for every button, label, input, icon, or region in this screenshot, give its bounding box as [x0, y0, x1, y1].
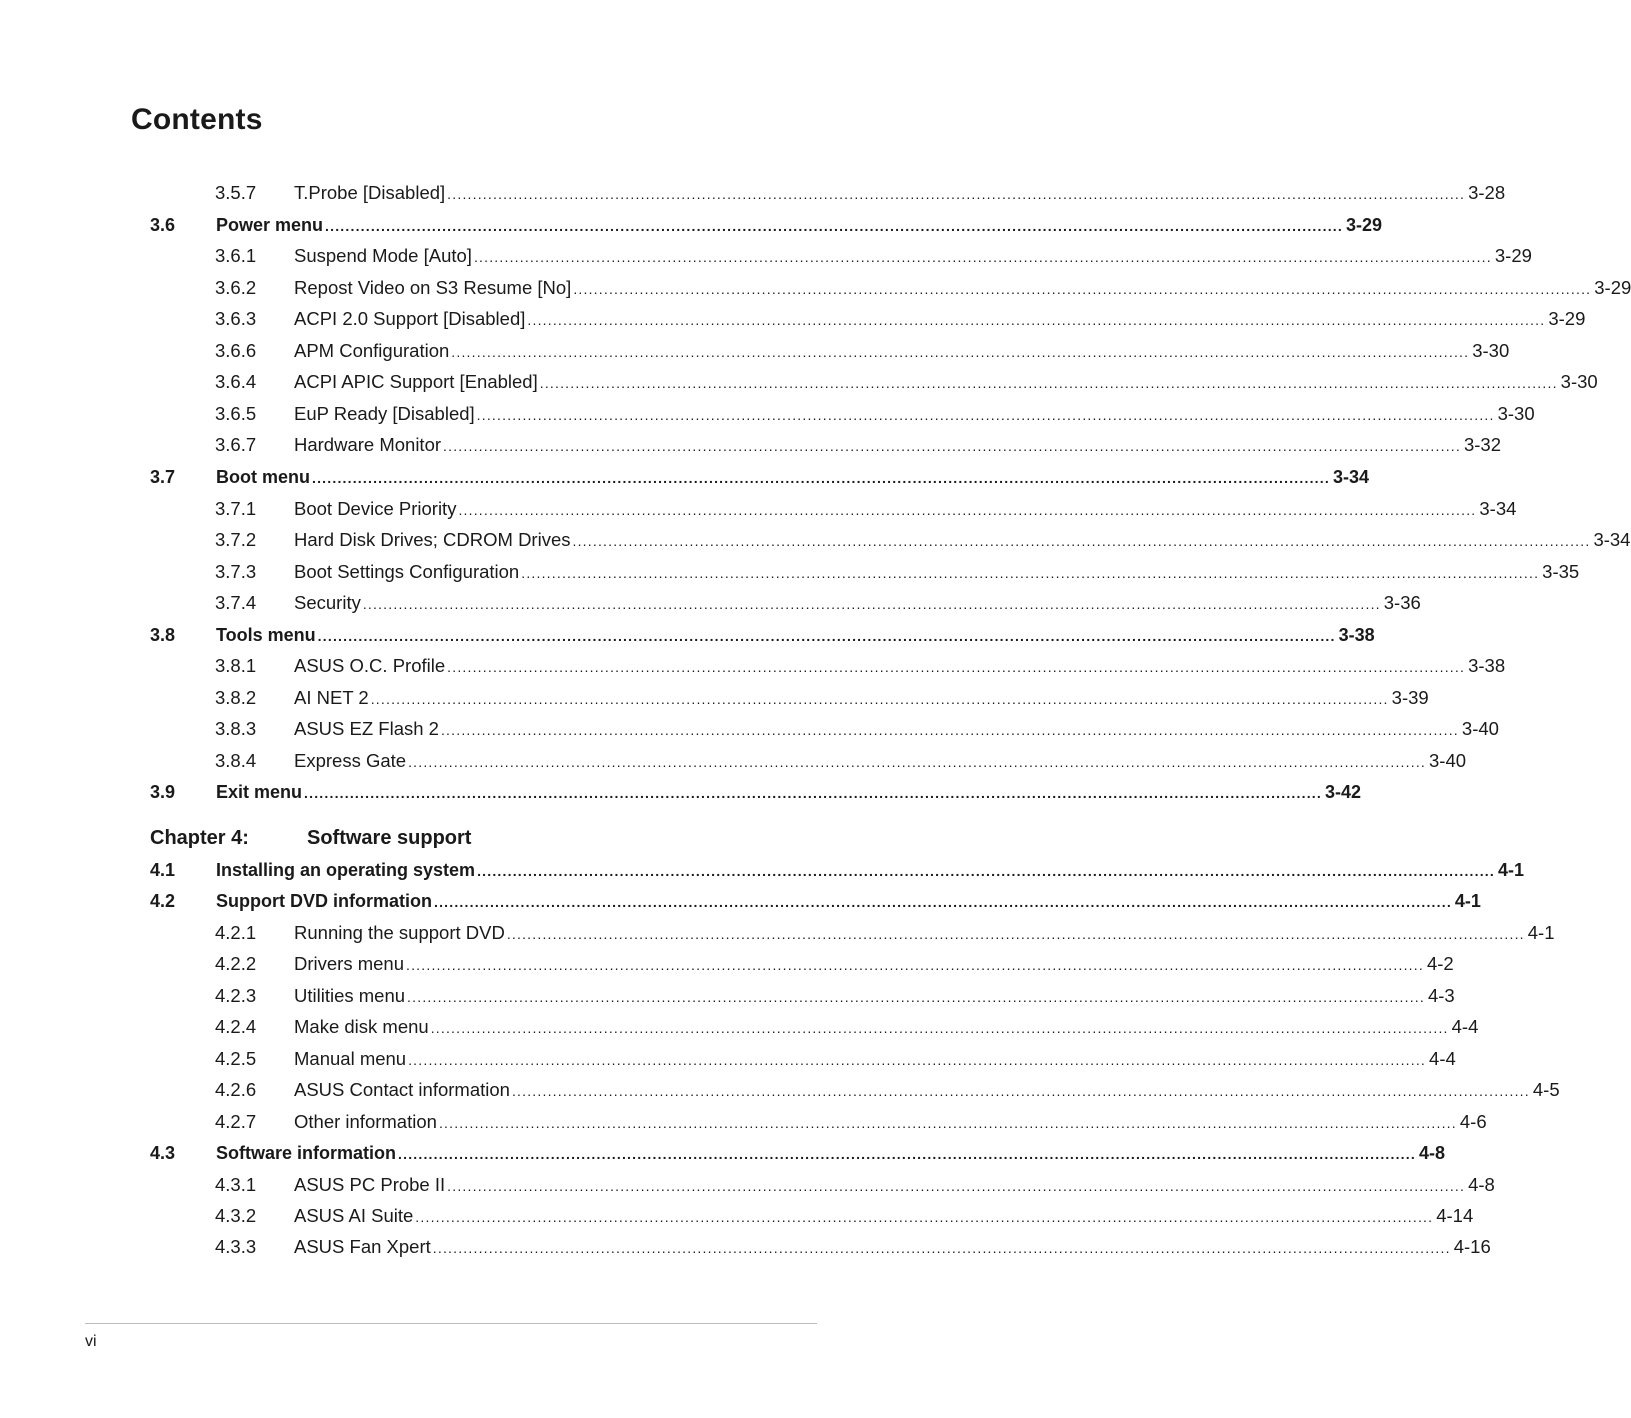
dot-leader: ........................................................................................................................................................................................................ — [573, 280, 1592, 297]
toc-entry[interactable] — [150, 1110, 1487, 1134]
toc-entry-line — [294, 1047, 1456, 1072]
dot-leader: ........................................................................................................................................................................................................ — [415, 1208, 1434, 1225]
toc-entry-page: 4-1 — [1527, 921, 1555, 943]
toc-entry-line — [294, 654, 1506, 679]
toc-entry[interactable] — [150, 497, 1517, 521]
toc-entry[interactable] — [150, 370, 1598, 394]
toc-entry[interactable] — [150, 921, 1555, 945]
toc-entry[interactable] — [150, 402, 1535, 426]
toc-entry-number: 3.9 — [150, 782, 176, 803]
toc-entry-page: 4-2 — [1426, 953, 1454, 975]
toc-entry-title: ASUS AI Suite — [294, 1204, 414, 1226]
dot-leader: ........................................................................................................................................................................................................ — [398, 1146, 1416, 1163]
toc-entry-page: 4-3 — [1427, 984, 1455, 1006]
toc-entry-number: 3.8.2 — [215, 686, 257, 708]
dot-leader: ........................................................................................................................................................................................................ — [473, 249, 1492, 266]
toc-entry-page: 4-4 — [1451, 1016, 1479, 1038]
toc-entry[interactable] — [150, 623, 1375, 647]
toc-entry[interactable] — [150, 181, 1506, 205]
toc-entry-number: 4.2.7 — [215, 1110, 257, 1132]
toc-entry-number: 4.2.6 — [215, 1079, 257, 1101]
toc-entry-page: 4-6 — [1459, 1110, 1487, 1132]
toc-entry-title: Software information — [216, 1143, 397, 1164]
toc-entry-title: Drivers menu — [294, 953, 404, 975]
toc-entry[interactable] — [150, 717, 1499, 741]
toc-entry[interactable] — [150, 858, 1525, 882]
toc-entry[interactable] — [150, 528, 1631, 552]
toc-entry-page: 3-35 — [1542, 560, 1580, 582]
dot-leader: ........................................................................................................................................................................................................ — [440, 722, 1459, 739]
dot-leader: ........................................................................................................................................................................................................ — [458, 501, 1477, 518]
toc-entry-title: ACPI 2.0 Support [Disabled] — [294, 308, 526, 330]
toc-entry-number: 4.2 — [150, 891, 176, 912]
toc-entry[interactable] — [150, 749, 1467, 773]
toc-entry[interactable] — [150, 889, 1481, 913]
toc-entry-line — [294, 1078, 1560, 1103]
dot-leader: ........................................................................................................................................................................................................ — [325, 217, 1343, 234]
dot-leader: ........................................................................................................................................................................................................ — [451, 343, 1470, 360]
dot-leader: ........................................................................................................................................................................................................ — [406, 957, 1424, 974]
toc-entry[interactable] — [150, 984, 1455, 1008]
toc-entry[interactable] — [150, 339, 1510, 363]
toc-entry-title: Power menu — [216, 214, 324, 235]
toc-entry-title: Installing an operating system — [216, 860, 476, 880]
toc-entry-title: Hardware Monitor — [294, 434, 442, 456]
dot-leader: ........................................................................................................................................................................................................ — [506, 925, 1525, 942]
toc-entry-number: 4.3 — [150, 1143, 176, 1164]
toc-entry-page: 4-8 — [1468, 1173, 1495, 1195]
toc-entry-title: ASUS O.C. Profile — [294, 655, 446, 677]
toc-entry[interactable] — [150, 1015, 1479, 1039]
toc-entry-line — [294, 181, 1506, 206]
page-number: vi — [85, 1333, 97, 1350]
toc-entry-line — [216, 780, 1361, 805]
toc-entry[interactable] — [150, 1141, 1445, 1165]
toc-entry-page: 3-29 — [1494, 245, 1532, 267]
toc-entry-page: 4-16 — [1453, 1236, 1491, 1258]
toc-entry-title: Hard Disk Drives; CDROM Drives — [294, 529, 571, 551]
toc-entry-number: 4.2.3 — [215, 984, 257, 1006]
dot-leader: ........................................................................................................................................................................................................ — [370, 690, 1389, 707]
toc-entry-page: 3-29 — [1345, 214, 1382, 235]
toc-entry-page: 3-30 — [1472, 339, 1510, 361]
toc-entry-title: Repost Video on S3 Resume [No] — [294, 276, 572, 298]
toc-entry-line — [294, 1235, 1491, 1260]
toc-entry-title: T.Probe [Disabled] — [294, 182, 446, 203]
toc-entry-line — [294, 497, 1517, 522]
toc-entry-number: 3.8.4 — [215, 749, 257, 771]
toc-entry-line — [294, 984, 1455, 1009]
toc-entry-title: Manual menu — [294, 1047, 407, 1069]
toc-entry-line — [216, 858, 1525, 883]
dot-leader: ........................................................................................................................................................................................................ — [447, 659, 1466, 676]
dot-leader: ........................................................................................................................................................................................................ — [432, 1240, 1451, 1257]
toc-entry-number: 3.5.7 — [215, 182, 257, 203]
toc-entry-page: 3-38 — [1468, 655, 1506, 677]
toc-entry[interactable] — [150, 244, 1532, 268]
toc-entry[interactable] — [150, 780, 1361, 804]
toc-entry-line — [216, 889, 1481, 914]
toc-entry-line — [294, 276, 1631, 301]
toc-entry-title: Running the support DVD — [294, 921, 505, 943]
toc-entry-title: Boot Device Priority — [294, 497, 457, 519]
dot-leader: ........................................................................................................................................................................................................ — [476, 406, 1495, 423]
toc-entry-number: 3.7.3 — [215, 560, 257, 582]
toc-entry-line — [216, 465, 1369, 490]
page-title: Contents — [131, 103, 263, 136]
toc-entry-title: EuP Ready [Disabled] — [294, 402, 475, 424]
toc-entry-title: Make disk menu — [294, 1016, 429, 1038]
toc-entry-page: 3-39 — [1391, 686, 1429, 708]
dot-leader: ........................................................................................................................................................................................................ — [447, 186, 1466, 202]
toc-entry-number: 3.6 — [150, 214, 176, 235]
toc-entry-title: Tools menu — [216, 624, 316, 645]
toc-entry-line — [294, 1204, 1474, 1229]
dot-leader: ........................................................................................................................................................................................................ — [521, 564, 1540, 581]
toc-entry-number: 4.3.3 — [215, 1236, 257, 1258]
toc-entry-line — [216, 623, 1375, 648]
dot-leader: ........................................................................................................................................................................................................ — [312, 469, 1330, 486]
toc-entry-title: ACPI APIC Support [Enabled] — [294, 371, 538, 393]
toc-entry-title: Support DVD information — [216, 891, 432, 912]
toc-entry-title: Express Gate — [294, 749, 407, 771]
toc-entry-number: 3.6.2 — [215, 276, 257, 298]
toc-entry-page: 3-34 — [1593, 529, 1631, 551]
toc-entry[interactable] — [150, 560, 1580, 584]
dot-leader: ........................................................................................................................................................................................................ — [477, 863, 1495, 879]
toc-entry[interactable] — [150, 591, 1421, 615]
dot-leader: ........................................................................................................................................................................................................ — [572, 533, 1591, 550]
toc-entry[interactable] — [150, 276, 1631, 300]
dot-leader: ........................................................................................................................................................................................................ — [539, 375, 1558, 392]
toc-entry-page: 3-38 — [1338, 624, 1375, 645]
footer-divider — [85, 1323, 817, 1324]
toc-entry-title: AI NET 2 — [294, 686, 369, 708]
chapter-title: Software support — [307, 827, 472, 849]
dot-leader: ........................................................................................................................................................................................................ — [430, 1020, 1449, 1037]
toc-entry-title: ASUS Contact information — [294, 1079, 510, 1101]
toc-entry-title: Boot Settings Configuration — [294, 560, 520, 582]
toc-entry-title: Utilities menu — [294, 984, 406, 1006]
toc-entry-number: 3.8.1 — [215, 655, 257, 677]
toc-entry[interactable] — [150, 307, 1586, 331]
dot-leader: ........................................................................................................................................................................................................ — [304, 785, 1322, 802]
dot-leader: ........................................................................................................................................................................................................ — [527, 312, 1546, 329]
toc-entry-page: 3-42 — [1324, 782, 1361, 803]
toc-entry-page: 4-14 — [1436, 1204, 1474, 1226]
toc-entry-page: 4-1 — [1454, 891, 1481, 912]
toc-entry-number: 3.6.6 — [215, 339, 257, 361]
toc-entry-line — [294, 307, 1586, 332]
toc-entry-number: 3.8 — [150, 624, 176, 645]
toc-entry-page: 4-5 — [1532, 1079, 1560, 1101]
toc-entry[interactable] — [150, 654, 1506, 678]
toc-entry-line — [294, 560, 1580, 585]
toc-entry-page: 3-28 — [1468, 182, 1506, 203]
toc-entry[interactable] — [150, 952, 1454, 976]
toc-entry[interactable] — [150, 465, 1369, 489]
toc-entry-line — [294, 1173, 1495, 1198]
chapter-label: Chapter 4: — [150, 827, 249, 849]
toc-entry-line — [294, 591, 1421, 616]
toc-entry[interactable] — [150, 1173, 1495, 1197]
dot-leader: ........................................................................................................................................................................................................ — [433, 894, 1452, 911]
dot-leader: ........................................................................................................................................................................................................ — [511, 1083, 1530, 1100]
toc-entry-number: 3.6.4 — [215, 371, 257, 393]
toc-entry-title: Security — [294, 592, 361, 614]
toc-entry-page: 4-4 — [1429, 1047, 1456, 1069]
toc-entry-title: Suspend Mode [Auto] — [294, 245, 472, 267]
toc-entry-title: APM Configuration — [294, 339, 450, 361]
dot-leader: ........................................................................................................................................................................................................ — [408, 753, 1427, 770]
toc-entry-title: Exit menu — [216, 782, 303, 803]
toc-entry[interactable] — [150, 1078, 1560, 1102]
toc-entry-page: 4-8 — [1418, 1143, 1445, 1164]
toc-entry-number: 4.3.1 — [215, 1173, 257, 1195]
toc-entry-number: 4.2.5 — [215, 1047, 257, 1069]
toc-entry-line — [294, 402, 1535, 427]
toc-entry-number: 4.3.2 — [215, 1204, 257, 1226]
toc-entry-title: Other information — [294, 1110, 437, 1132]
toc-entry-number: 4.2.1 — [215, 921, 257, 943]
toc-entry-number: 3.7 — [150, 466, 176, 487]
dot-leader: ........................................................................................................................................................................................................ — [443, 438, 1461, 455]
toc-entry-page: 3-36 — [1383, 592, 1421, 614]
toc-entry-line — [294, 433, 1501, 458]
toc-entry-page: 3-34 — [1479, 497, 1517, 519]
toc-entry-number: 3.7.4 — [215, 592, 257, 614]
toc-entry-number: 4.2.2 — [215, 953, 257, 975]
dot-leader: ........................................................................................................................................................................................................ — [447, 1177, 1466, 1194]
toc-entry-line — [216, 1141, 1445, 1166]
toc-entry-line — [216, 213, 1382, 238]
dot-leader: ........................................................................................................................................................................................................ — [408, 1051, 1427, 1068]
toc-entry-number: 3.7.1 — [215, 497, 257, 519]
toc-entry-page: 3-40 — [1429, 749, 1467, 771]
dot-leader: ........................................................................................................................................................................................................ — [317, 627, 1336, 644]
toc-entry-page: 3-40 — [1461, 718, 1499, 740]
dot-leader: ........................................................................................................................................................................................................ — [438, 1114, 1457, 1131]
toc-entry[interactable] — [150, 686, 1429, 710]
toc-entry-number: 4.1 — [150, 860, 176, 880]
toc-entry-line — [294, 370, 1598, 395]
toc-entry[interactable] — [150, 213, 1382, 237]
toc-entry-page: 3-30 — [1497, 402, 1535, 424]
toc-entry[interactable] — [150, 1235, 1491, 1259]
toc-entry-line — [294, 244, 1532, 269]
toc-entry-line — [294, 528, 1631, 553]
toc-entry-number: 3.6.1 — [215, 245, 257, 267]
dot-leader: ........................................................................................................................................................................................................ — [407, 988, 1425, 1005]
toc-entry-page: 3-29 — [1548, 308, 1586, 330]
toc-entry-number: 4.2.4 — [215, 1016, 257, 1038]
toc-entry-number: 3.7.2 — [215, 529, 257, 551]
toc-entry-line — [294, 686, 1429, 711]
toc-entry-line — [294, 749, 1467, 774]
toc-entry-title: ASUS PC Probe II — [294, 1173, 446, 1195]
toc-entry-number: 3.6.7 — [215, 434, 257, 456]
toc-entry-line — [294, 717, 1499, 742]
toc-entry-title: ASUS Fan Xpert — [294, 1236, 431, 1258]
toc-entry-page: 3-34 — [1332, 466, 1369, 487]
toc-entry-number: 3.6.3 — [215, 308, 257, 330]
toc-entry-page: 3-32 — [1463, 434, 1501, 456]
toc-entry-title: ASUS EZ Flash 2 — [294, 718, 439, 740]
toc-entry[interactable] — [150, 433, 1501, 457]
toc-entry-line — [294, 1110, 1487, 1135]
toc-entry-line — [294, 339, 1510, 364]
dot-leader: ........................................................................................................................................................................................................ — [362, 596, 1381, 613]
toc-entry-number: 3.8.3 — [215, 718, 257, 740]
toc-entry[interactable] — [150, 1204, 1474, 1228]
toc-entry-page: 3-30 — [1560, 371, 1598, 393]
toc-entry-page: 3-29 — [1594, 276, 1631, 298]
toc-entry-line — [294, 952, 1454, 977]
toc-entry-line — [294, 1015, 1479, 1040]
toc-entry-title: Boot menu — [216, 466, 310, 487]
toc-entry-line — [294, 921, 1555, 946]
toc-entry[interactable] — [150, 1047, 1456, 1071]
toc-entry-number: 3.6.5 — [215, 402, 257, 424]
toc-entry-page: 4-1 — [1498, 860, 1525, 880]
